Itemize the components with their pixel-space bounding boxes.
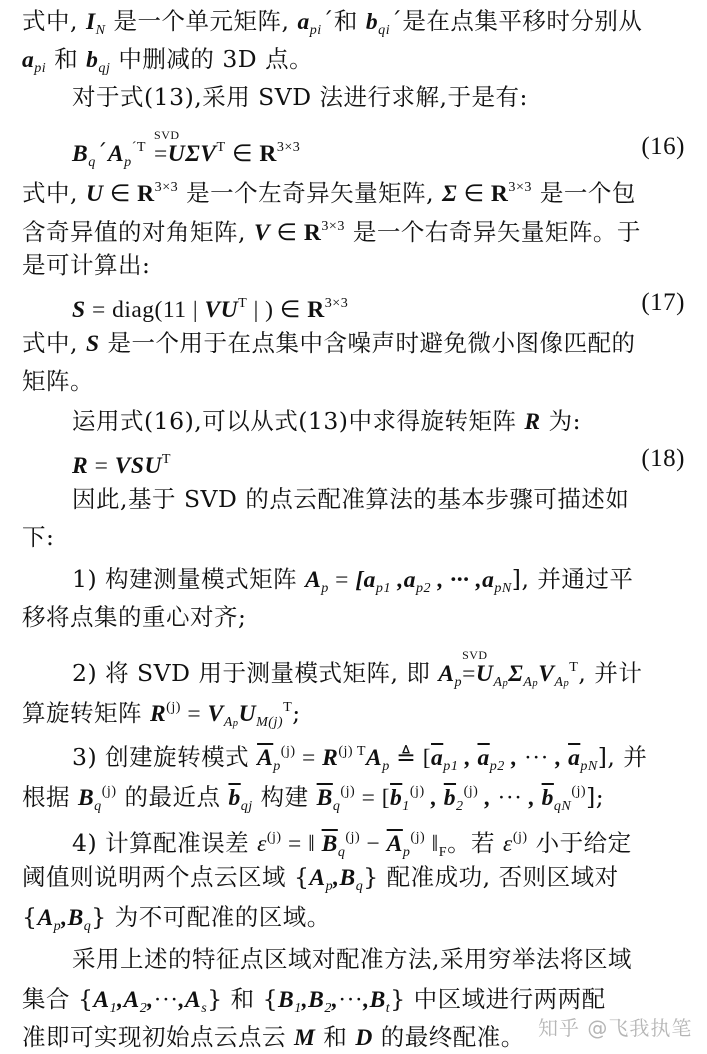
- math-text: = diag(11 |: [85, 296, 205, 323]
- math-var: A: [185, 987, 202, 1013]
- real-set: R: [137, 180, 155, 207]
- comma: ,: [363, 987, 370, 1013]
- ellipsis: ···: [523, 744, 549, 771]
- sub-p: p: [563, 677, 570, 689]
- math-var: [a: [355, 567, 376, 593]
- comma: ,: [478, 784, 498, 811]
- text: 是一个左奇异矢量矩阵,: [178, 178, 443, 207]
- text-line-1: [22, 6, 689, 38]
- math-var: B: [308, 987, 325, 1013]
- math-var: B: [72, 140, 89, 167]
- subscript: p: [124, 153, 132, 170]
- equation-number: (18): [641, 445, 685, 472]
- math-var: B: [339, 865, 356, 891]
- subscript: 2: [456, 797, 464, 814]
- subscript: N: [95, 21, 106, 38]
- math-var: A: [93, 987, 110, 1013]
- text: 是可计算出:: [22, 251, 151, 279]
- comma: ,: [178, 987, 185, 1013]
- superscript: (j): [345, 829, 361, 845]
- math-var: A: [107, 140, 125, 167]
- math-var: U: [85, 180, 104, 207]
- equation-16: [72, 127, 707, 170]
- step-4-line-2: [22, 862, 689, 894]
- superscript: (j): [410, 829, 426, 845]
- real-set: R: [490, 180, 509, 207]
- math-var: $\overline{a}$: [568, 744, 581, 771]
- text-line-11: [72, 406, 689, 438]
- math-var: ε: [257, 830, 267, 857]
- svd-equals: [154, 127, 180, 169]
- subscript: p: [454, 673, 463, 690]
- svd-equals: [462, 647, 488, 689]
- equation-17: [72, 288, 707, 323]
- comma: ,: [333, 865, 340, 891]
- math-var: R: [149, 700, 167, 727]
- prime: ´: [95, 138, 108, 167]
- math-var: A: [366, 744, 383, 771]
- real-set: R: [259, 140, 277, 167]
- step-1-line-2: [22, 602, 689, 634]
- step-2-line-2: [22, 692, 689, 730]
- math-var: , ··· ,a: [431, 567, 495, 593]
- text: 4) 计算配准误差: [72, 828, 258, 857]
- superscript: 3×3: [321, 218, 345, 234]
- subscript: q: [83, 917, 92, 934]
- equals: = ‖: [281, 830, 322, 857]
- math-var: R: [524, 409, 541, 435]
- text: 小于给定: [527, 828, 632, 857]
- math-var: VU: [204, 296, 239, 323]
- text: {: [22, 903, 38, 931]
- math-var: $\overline{B}$: [321, 830, 338, 857]
- comma: ,: [61, 905, 68, 931]
- superscript: (j): [512, 829, 528, 845]
- text: 是一个包: [531, 178, 636, 207]
- math-var: M: [293, 1025, 316, 1051]
- math-var: A: [305, 567, 322, 593]
- text: 。若: [447, 828, 504, 857]
- subscript: q: [337, 843, 346, 860]
- step-3-line-2: [22, 776, 689, 814]
- text: 是一个单元矩阵,: [105, 7, 298, 35]
- closing-line-1: [72, 944, 689, 976]
- subscript: qN: [553, 797, 572, 814]
- math-var: Σ: [508, 660, 524, 687]
- math-var: b: [86, 47, 99, 73]
- math-var: B: [77, 784, 95, 811]
- math-var: B: [369, 987, 386, 1013]
- subscript: p1: [443, 757, 459, 774]
- text: 构建: [252, 782, 317, 811]
- subscript: pN: [580, 757, 598, 774]
- math-var: $\overline{A}$: [257, 744, 274, 771]
- subscript: 2: [139, 999, 148, 1016]
- subscript: s: [201, 999, 208, 1016]
- subscript: 1: [109, 999, 118, 1016]
- equation-number: (16): [641, 133, 685, 160]
- superscript: (j): [463, 783, 479, 799]
- math-var: $\overline{b}$: [541, 784, 554, 811]
- subscript: [554, 674, 569, 690]
- text-line-10: [22, 366, 689, 398]
- subscript: [224, 714, 239, 730]
- subscript: pN: [494, 579, 512, 596]
- text-line-7: [22, 250, 689, 282]
- subscript: p2: [415, 579, 432, 596]
- text: 矩阵。: [22, 367, 94, 395]
- step-4-line-3: [22, 902, 689, 934]
- math-var: $\overline{B}$: [316, 784, 333, 811]
- text: 是在点集平移时分别从: [402, 7, 643, 35]
- superscript: T: [161, 451, 172, 467]
- subscript: 1: [294, 999, 302, 1016]
- math-var: R: [322, 744, 339, 771]
- text: } 中区域进行两两配: [390, 985, 606, 1013]
- subscript: p1: [375, 579, 391, 596]
- comma: ,: [504, 744, 524, 771]
- equals: =: [355, 784, 382, 811]
- subscript: p: [273, 757, 281, 774]
- zhihu-watermark: 知乎 @飞我执笔: [538, 1016, 693, 1040]
- step-3-line-1: [72, 736, 689, 774]
- equals: =: [154, 140, 168, 167]
- equation-number: (17): [641, 289, 685, 316]
- ellipsis: ···: [338, 987, 364, 1013]
- math-text: | ) ∈: [247, 296, 308, 323]
- subscript: [523, 674, 538, 690]
- text: ;: [292, 698, 301, 727]
- text: ], 并通过平: [511, 565, 634, 593]
- superscript: (j) T: [338, 743, 366, 759]
- subscript: p: [382, 757, 390, 774]
- math-var: U: [238, 700, 257, 727]
- subscript: t: [385, 999, 391, 1016]
- equals: =: [88, 452, 115, 479]
- element-of: ∈: [270, 219, 304, 246]
- math-var: U: [475, 660, 494, 687]
- math-var: D: [355, 1025, 373, 1051]
- subscript: p: [325, 877, 334, 894]
- text: 含奇异值的对角矩阵,: [22, 217, 254, 246]
- math-var: S: [85, 331, 100, 357]
- text: 1) 构建测量模式矩阵: [72, 565, 306, 593]
- superscript: T: [238, 295, 248, 311]
- superscript: (j): [280, 743, 296, 759]
- ellipsis: ···: [497, 784, 523, 811]
- math-var: ,a: [390, 567, 416, 593]
- sub-a: A: [223, 713, 233, 730]
- math-var: S: [72, 296, 86, 323]
- superscript: T: [283, 699, 293, 715]
- prime: ´: [321, 7, 334, 35]
- math-var: ε: [503, 830, 513, 857]
- text: } 配准成功, 否则区域对: [363, 863, 619, 891]
- equals: =: [462, 660, 476, 687]
- text: 对于式(13),采用 SVD 法进行求解,于是有:: [72, 83, 528, 111]
- text: 根据: [22, 782, 78, 811]
- math-var: $\overline{a}$: [431, 744, 444, 771]
- math-var: $\overline{b}$: [228, 784, 241, 811]
- superscript: 3×3: [324, 295, 349, 311]
- text: 式中,: [22, 329, 86, 357]
- math-var: A: [123, 987, 140, 1013]
- math-var: R: [72, 452, 89, 479]
- text: 的最终配准。: [372, 1023, 525, 1051]
- math-var: B: [278, 987, 295, 1013]
- subscript: 1: [402, 797, 410, 814]
- math-var: B: [67, 905, 84, 931]
- equals: =: [180, 700, 208, 727]
- comma: ,: [147, 987, 154, 1013]
- math-var: $\overline{b}$: [390, 784, 403, 811]
- superscript: (j): [571, 783, 587, 799]
- text-line-5: [22, 172, 689, 207]
- superscript: ´T: [131, 139, 147, 155]
- subscript: p: [402, 843, 411, 860]
- math-var: V: [207, 700, 224, 727]
- subscript: [493, 674, 508, 690]
- text: 式中,: [22, 178, 86, 207]
- text: 2) 将 SVD 用于测量模式矩阵, 即: [72, 658, 439, 687]
- text: 的最近点: [116, 782, 229, 811]
- text: 准即可实现初始点云点云: [22, 1023, 294, 1051]
- subscript: qi: [378, 21, 391, 38]
- real-set: R: [307, 296, 325, 323]
- math-var: b: [365, 9, 379, 35]
- text: 下:: [22, 523, 55, 551]
- sub-p: p: [502, 677, 509, 689]
- sub-p: p: [532, 677, 539, 689]
- math-var: VSU: [114, 452, 162, 479]
- text: ];: [586, 782, 605, 811]
- text: 为:: [540, 407, 581, 435]
- superscript: (j): [340, 783, 356, 799]
- math-var: V: [538, 660, 555, 687]
- superscript: T: [569, 659, 579, 675]
- comma: ,: [548, 744, 569, 771]
- superscript: (j): [101, 783, 117, 799]
- ellipsis: ···: [153, 987, 179, 1013]
- svd-label: SVD: [462, 647, 488, 662]
- subscript: p2: [489, 757, 505, 774]
- subscript: F: [438, 843, 448, 860]
- math-var: $\overline{A}$: [386, 830, 403, 857]
- subscript: q: [88, 153, 96, 170]
- step-2-line-1: [72, 647, 689, 690]
- subscript: qj: [98, 59, 111, 76]
- svd-label: SVD: [154, 127, 180, 142]
- superscript: (j): [409, 783, 425, 799]
- text: 集合 {: [22, 985, 94, 1013]
- element-of: ∈: [225, 140, 260, 167]
- text-line-3: [72, 82, 689, 114]
- superscript: (j): [166, 699, 181, 715]
- norm: ‖: [425, 830, 439, 857]
- comma: ,: [522, 784, 542, 811]
- comma: ,: [301, 987, 309, 1013]
- text: 和: [315, 1023, 356, 1051]
- math-var: $\overline{a}$: [477, 744, 490, 771]
- math-var: a: [22, 47, 35, 73]
- comma: ,: [117, 987, 124, 1013]
- math-var: A: [309, 865, 326, 891]
- text: 是一个右奇异矢量矩阵。于: [344, 217, 641, 246]
- subscript: q: [355, 877, 364, 894]
- superscript: T: [216, 139, 226, 155]
- text: 移将点集的重心对齐;: [22, 603, 247, 631]
- math-var: V: [253, 219, 271, 246]
- superscript: 3×3: [154, 179, 179, 195]
- text: } 和 {: [207, 985, 279, 1013]
- bracket: [: [381, 784, 391, 811]
- math-var: I: [85, 9, 96, 35]
- text-line-2: [22, 44, 689, 76]
- math-var: A: [37, 905, 54, 931]
- subscript: p: [53, 917, 62, 934]
- text: 运用式(16),可以从式(13)中求得旋转矩阵: [72, 407, 525, 435]
- text-line-13: [72, 484, 689, 516]
- text: 中删减的 3D 点。: [110, 45, 314, 73]
- text: 和: [333, 7, 366, 35]
- text: 和: [46, 45, 87, 73]
- text: 3) 创建旋转模式: [72, 742, 258, 771]
- text: 因此,基于 SVD 的点云配准算法的基本步骤可描述如: [72, 485, 630, 513]
- subscript: pi: [309, 21, 322, 38]
- equals: =: [328, 567, 356, 593]
- sub-a: A: [523, 673, 533, 690]
- subscript: q: [332, 797, 341, 814]
- math-var: $\overline{b}$: [443, 784, 457, 811]
- real-set: R: [303, 219, 322, 246]
- text-line-6: [22, 211, 689, 246]
- superscript: 3×3: [276, 139, 301, 155]
- comma: ,: [331, 987, 339, 1013]
- subscript: qj: [240, 797, 253, 814]
- math-var: A: [438, 660, 455, 687]
- subscript: p: [321, 579, 329, 596]
- text: 是一个用于在点集中含噪声时避免微小图像匹配的: [99, 329, 636, 357]
- text-line-14: [22, 522, 689, 554]
- subscript: M(j): [256, 713, 284, 730]
- element-of: ∈: [457, 180, 491, 207]
- step-1-line-1: [72, 564, 689, 596]
- superscript: 3×3: [508, 179, 532, 195]
- comma: ,: [458, 744, 478, 771]
- text: 式中,: [22, 7, 86, 35]
- text: } 为不可配准的区域。: [91, 903, 331, 931]
- text-line-9: [22, 328, 689, 360]
- math-var: a: [297, 9, 310, 35]
- sub-a: A: [493, 673, 503, 690]
- subscript: pi: [34, 59, 47, 76]
- bracket: [: [422, 744, 432, 771]
- sub-a: A: [554, 673, 564, 690]
- math-var: UΣV: [167, 140, 217, 167]
- text: ], 并: [597, 742, 648, 771]
- text: 算旋转矩阵: [22, 698, 150, 727]
- element-of: ∈: [103, 180, 138, 207]
- equation-18: [72, 444, 707, 479]
- subscript: 2: [324, 999, 332, 1016]
- text: 阈值则说明两个点云区域 {: [22, 863, 310, 891]
- text: 采用上述的特征点区域对配准方法,采用穷举法将区域: [72, 945, 632, 973]
- step-4-line-1: [72, 822, 689, 860]
- defined-as: ≜: [389, 744, 423, 771]
- prime: ´: [390, 7, 403, 35]
- math-var: Σ: [442, 180, 458, 207]
- sub-p: p: [232, 717, 239, 729]
- comma: ,: [424, 784, 444, 811]
- subscript: q: [94, 797, 102, 814]
- minus: −: [360, 830, 387, 857]
- equals: =: [295, 744, 323, 771]
- text: , 并计: [578, 658, 643, 687]
- superscript: (j): [266, 829, 282, 845]
